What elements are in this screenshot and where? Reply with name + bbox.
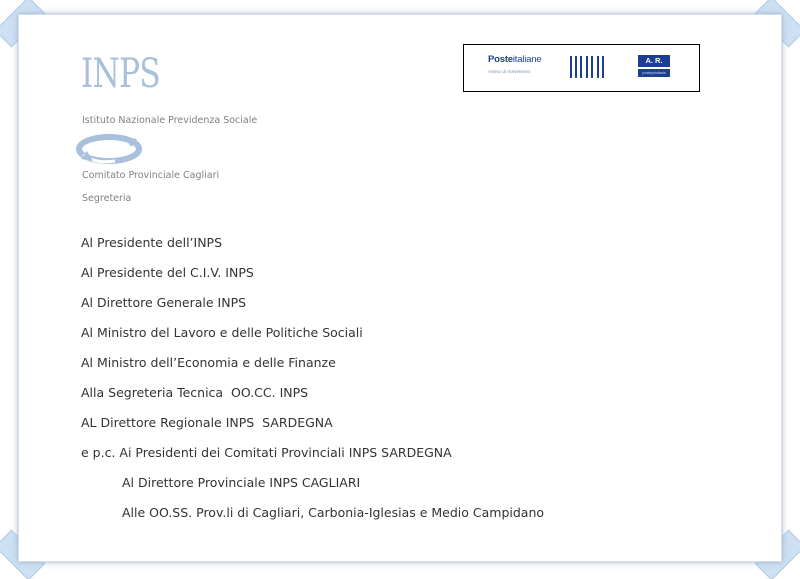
committee-name: Comitato Provinciale Cagliari <box>82 170 220 181</box>
recipient-line: Al Ministro dell’Economia e delle Finanze <box>81 355 336 370</box>
poste-brand-bold: Poste <box>488 54 513 65</box>
poste-note: Avviso di ricevimento <box>488 69 531 74</box>
barcode-icon <box>570 56 606 78</box>
institute-name: Istituto Nazionale Previdenza Sociale <box>82 115 258 126</box>
ar-badge: A. R. <box>638 55 670 67</box>
inps-swirl-icon <box>75 131 143 167</box>
inps-logo: INPS <box>81 51 160 97</box>
recipient-line: Alle OO.SS. Prov.li di Cagliari, Carbonia-Iglesias e Medio Campidano <box>122 505 545 520</box>
poste-brand <box>488 54 541 65</box>
recipient-line: AL Direttore Regionale INPS SARDEGNA <box>81 415 333 430</box>
recipient-line: Al Presidente dell’INPS <box>81 235 223 250</box>
recipient-line: Al Direttore Provinciale INPS CAGLIARI <box>122 475 361 490</box>
recipient-line: Alla Segreteria Tecnica OO.CC. INPS <box>81 385 309 400</box>
recipient-line: e p.c. Ai Presidenti dei Comitati Provinciali INPS SARDEGNA <box>81 445 452 460</box>
poste-brand-rest: italiane <box>512 54 542 65</box>
poste-stamp-box <box>463 44 700 92</box>
recipient-line: Al Presidente del C.I.V. INPS <box>81 265 254 280</box>
recipient-line: Al Direttore Generale INPS <box>81 295 247 310</box>
office-name: Segreteria <box>82 193 132 204</box>
ar-badge-sub: posteprioritaria <box>638 69 670 77</box>
recipient-line: Al Ministro del Lavoro e delle Politiche Sociali <box>81 325 363 340</box>
